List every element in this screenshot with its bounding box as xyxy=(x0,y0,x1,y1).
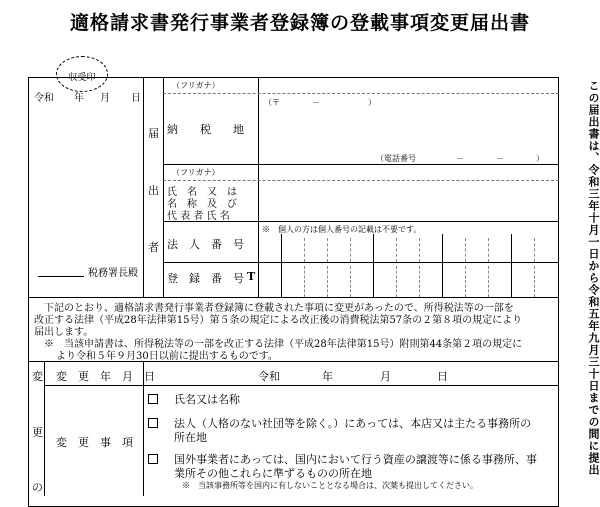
change-items-label: 変 更 事 項 xyxy=(56,436,133,449)
body-text-line-3: 届出します。 xyxy=(34,327,94,338)
note-text-line-1: ※ 当該申請書は、所得税法等の一部を改正する法律（平成28年法律第15号）附則第44条第２項の規定に xyxy=(44,339,523,350)
tax-office-name-line[interactable] xyxy=(38,276,84,277)
phone-number-field[interactable]: （電話番号 － － ） xyxy=(376,154,544,163)
applicant-label-3: 者 xyxy=(148,241,159,254)
option-foreign-text-2: 業所その他これらに準ずるものの所在地 xyxy=(174,467,372,480)
option-office-text-2: 所在地 xyxy=(174,431,207,444)
option-office-text-1: 法人（人格のない社団等を除く。）にあっては、本店又は主たる事務所の xyxy=(174,417,532,430)
name-label-line-3: 代 表 者 氏 名 xyxy=(167,211,230,222)
note-text-line-2: より令和５年９月30日以前に提出するものです。 xyxy=(56,351,278,362)
change-date-reiwa: 令和 xyxy=(258,370,280,383)
receipt-stamp-label: 収受印 xyxy=(68,73,96,83)
submission-period-note: この届出書は、令和三年十月一日から令和五年九月三十日までの間に提出 xyxy=(587,80,600,476)
body-text-line-2: 改正する法律（平成28年法律第15号）第５条の規定による改正後の消費税法第57条の２第８項の規定により xyxy=(34,315,523,326)
option-name-checkbox[interactable] xyxy=(148,394,158,404)
registration-number-label: 登 録 番 号 xyxy=(167,272,244,285)
option-office-checkbox[interactable] xyxy=(148,418,158,428)
furigana-label-address: （フリガナ） xyxy=(172,81,220,90)
date-month: 月 xyxy=(100,93,110,104)
form-title: 適格請求書発行事業者登録簿の登載事項変更届出書 xyxy=(69,12,530,34)
option-foreign-checkbox[interactable] xyxy=(148,454,158,464)
furigana-label-name: （フリガナ） xyxy=(172,168,220,177)
individual-number-note: ※ 個人の方は個人番号の記載は不要です。 xyxy=(262,225,422,234)
name-label-line-2: 名 称 及 び xyxy=(167,199,237,210)
option-foreign-text-1: 国外事業者にあっては、国内において行う資産の譲渡等に係る事務所、事 xyxy=(174,453,537,466)
change-date-month: 月 xyxy=(380,370,391,383)
change-label-1: 変 xyxy=(32,370,43,383)
applicant-label-2: 出 xyxy=(148,184,159,197)
corp-number-label: 法 人 番 号 xyxy=(167,238,244,251)
postal-code-field[interactable]: （〒 － ） xyxy=(264,98,376,107)
corp-number-boxes[interactable] xyxy=(258,234,559,262)
change-label-2: 更 xyxy=(32,426,43,439)
change-label-3: の xyxy=(32,481,43,494)
date-year: 年 xyxy=(74,93,84,104)
name-label-line-1: 氏 名 又 は xyxy=(167,187,237,198)
change-date-label: 変 更 年 月 日 xyxy=(56,370,155,383)
body-text-line-1: 下記のとおり、適格請求書発行事業者登録簿に登載された事項に変更があったので、所得税法等の一部を xyxy=(44,303,514,314)
tax-office-suffix: 税務署長殿 xyxy=(88,268,138,279)
name-input-area[interactable] xyxy=(262,182,554,220)
change-date-day: 日 xyxy=(437,370,448,383)
option-name-text: 氏名又は名称 xyxy=(174,393,240,406)
address-label: 納 税 地 xyxy=(167,123,244,136)
date-reiwa: 令和 xyxy=(34,93,54,104)
foreign-office-footnote: ※ 当該事務所等を国内に有しないこととなる場合は、次葉も提出してください。 xyxy=(182,481,478,490)
change-date-year: 年 xyxy=(322,370,333,383)
registration-prefix: T xyxy=(247,270,256,283)
date-day: 日 xyxy=(131,93,141,104)
applicant-label-1: 届 xyxy=(148,127,159,140)
registration-number-boxes[interactable] xyxy=(258,262,559,297)
